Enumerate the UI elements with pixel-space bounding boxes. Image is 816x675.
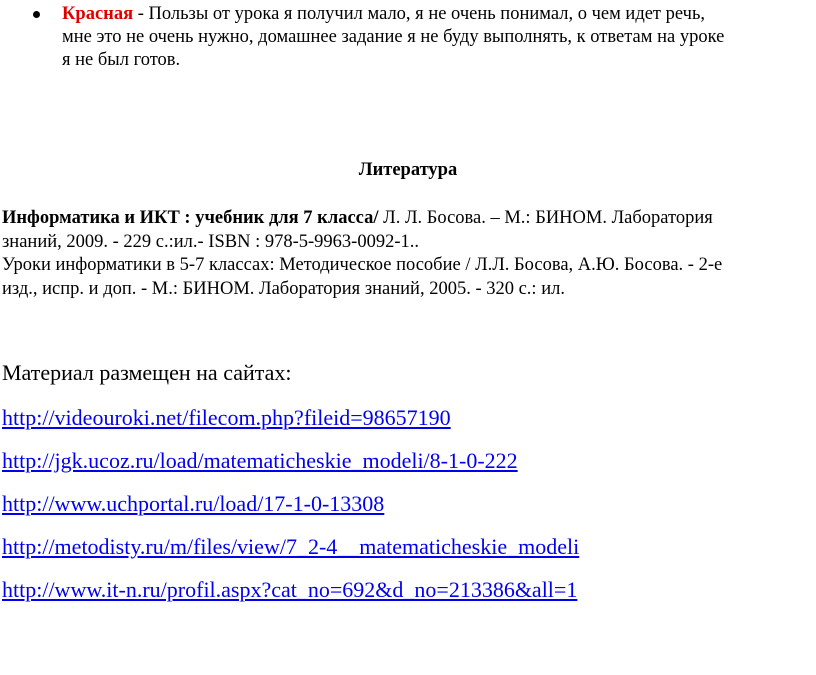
- red-label: Красная: [62, 4, 134, 24]
- site-link-videouroki[interactable]: http://videouroki.net/filecom.php?fileid=98657190: [2, 405, 451, 430]
- site-link-uchportal[interactable]: http://www.uchportal.ru/load/17-1-0-13308: [2, 491, 385, 516]
- reference-1-line-2: знаний, 2009. - 229 с.:ил.- ISBN : 978-5-9963-0092-1..: [2, 231, 419, 252]
- reference-1-title: Информатика и ИКТ : учебник для 7 класса/: [2, 208, 379, 228]
- bullet-line-1-text: - Пользы от урока я получил мало, я не очень понимал, о чем идет речь,: [133, 4, 706, 24]
- literature-title: Литература: [358, 160, 458, 180]
- bullet-dot-icon: [33, 11, 40, 18]
- bullet-line-1: [62, 3, 816, 26]
- site-link-jgk[interactable]: http://jgk.ucoz.ru/load/matematicheskie_modeli/8-1-0-222: [2, 448, 518, 473]
- bullet-line-3: я не был готов.: [62, 50, 181, 70]
- reference-1-author: Л. Л. Босова. – М.: БИНОМ. Лаборатория: [378, 208, 713, 228]
- reference-2-line-1: Уроки информатики в 5-7 классах: Методическое пособие / Л.Л. Босова, А.Ю. Босова. - 2-е: [2, 255, 723, 275]
- references: [2, 207, 816, 301]
- reference-2-line-2: изд., испр. и доп. - М.: БИНОМ. Лаборатория знаний, 2005. - 320 с.: ил.: [2, 278, 565, 299]
- site-link-metodisty[interactable]: http://metodisty.ru/m/files/view/7_2-4__matematicheskie_modeli: [2, 534, 580, 559]
- site-link-it-n[interactable]: http://www.it-n.ru/profil.aspx?cat_no=692&d_no=213386&all=1: [2, 577, 578, 602]
- bullet-text: [62, 3, 816, 72]
- bullet-line-2: мне это не очень нужно, домашнее задание я не буду выполнять, к ответам на уроке: [62, 27, 725, 47]
- reference-1-line-1: [2, 207, 816, 231]
- site-links: [2, 404, 816, 619]
- material-title: Материал размещен на сайтах:: [2, 360, 292, 385]
